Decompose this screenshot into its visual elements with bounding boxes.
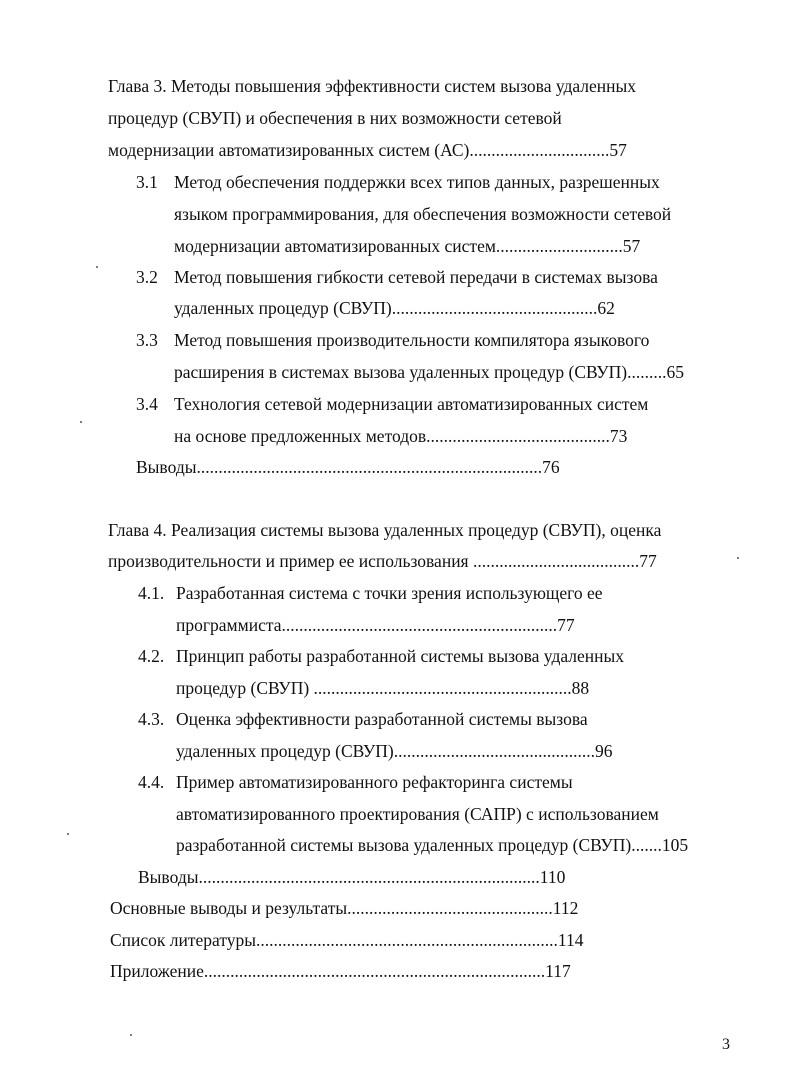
- toc-section-3-1-number: 3.1: [136, 172, 158, 192]
- toc-section-3-4-line-2: на основе предложенных методов..........................................73: [174, 426, 628, 446]
- toc-section-4-3-line-2: удаленных процедур (СВУП)..............................................96: [176, 741, 613, 761]
- toc-section-3-3-number: 3.3: [136, 330, 158, 350]
- toc-section-4-3-line-1: Оценка эффективности разработанной системы вызова: [176, 709, 588, 729]
- toc-chapter-4-line-1: Глава 4. Реализация системы вызова удаленных процедур (СВУП), оценка: [108, 520, 662, 540]
- toc-section-4-2-number: 4.2.: [138, 646, 165, 666]
- page-number: 3: [722, 1036, 730, 1053]
- toc-section-3-3-line-2: расширения в системах вызова удаленных процедур (СВУП).........65: [174, 362, 684, 382]
- toc-section-3-2-line-2: удаленных процедур (СВУП)...............................................62: [174, 298, 615, 318]
- toc-section-3-3-line-1: Метод повышения производительности компилятора языкового: [174, 330, 650, 350]
- toc-chapter-3-line-2: процедур (СВУП) и обеспечения в них возможности сетевой: [108, 108, 562, 128]
- toc-section-3-2-number: 3.2: [136, 267, 158, 287]
- toc-chapter-4-conclusions: Выводы..............................................................................110: [138, 867, 566, 887]
- toc-section-3-1-line-3: модернизации автоматизированных систем.............................57: [174, 236, 641, 256]
- toc-chapter-3-conclusions: Выводы...............................................................................76: [136, 457, 560, 477]
- toc-section-4-2-line-1: Принцип работы разработанной системы вызова удаленных: [176, 646, 625, 666]
- toc-section-4-1-number: 4.1.: [138, 583, 165, 603]
- scan-speck: [80, 421, 82, 423]
- scan-speck: [96, 266, 98, 268]
- toc-section-4-4-line-2: автоматизированного проектирования (САПР) с использованием: [176, 804, 659, 824]
- scan-speck: [130, 1034, 132, 1036]
- toc-section-4-1-line-1: Разработанная система с точки зрения использующего ее: [176, 583, 603, 603]
- toc-section-4-1-line-2: программиста...............................................................77: [176, 615, 575, 635]
- toc-section-3-1-line-1: Метод обеспечения поддержки всех типов данных, разрешенных: [174, 172, 660, 192]
- toc-chapter-4-line-2: производительности и пример ее использования ......................................77: [108, 551, 657, 571]
- toc-section-4-3-number: 4.3.: [138, 709, 165, 729]
- toc-section-4-4-number: 4.4.: [138, 772, 165, 792]
- scan-speck: [737, 557, 739, 559]
- scan-speck: [67, 833, 69, 835]
- toc-chapter-3-line-1: Глава 3. Методы повышения эффективности систем вызова удаленных: [108, 76, 637, 96]
- toc-section-4-4-line-1: Пример автоматизированного рефакторинга системы: [176, 772, 573, 792]
- toc-section-4-2-line-2: процедур (СВУП) ...........................................................88: [176, 678, 590, 698]
- toc-section-4-4-line-3: разработанной системы вызова удаленных процедур (СВУП).......105: [176, 835, 689, 855]
- toc-references: Список литературы.....................................................................114: [110, 930, 584, 950]
- toc-section-3-1-line-2: языком программирования, для обеспечения возможности сетевой: [174, 204, 672, 224]
- toc-main-conclusions: Основные выводы и результаты...............................................112: [110, 898, 579, 918]
- toc-section-3-4-number: 3.4: [136, 394, 158, 414]
- toc-section-3-2-line-1: Метод повышения гибкости сетевой передачи в системах вызова: [174, 267, 658, 287]
- toc-chapter-3-line-3: модернизации автоматизированных систем (АС)................................57: [108, 140, 627, 160]
- toc-section-3-4-line-1: Технология сетевой модернизации автоматизированных систем: [174, 394, 649, 414]
- toc-appendix: Приложение..............................................................................117: [110, 961, 571, 981]
